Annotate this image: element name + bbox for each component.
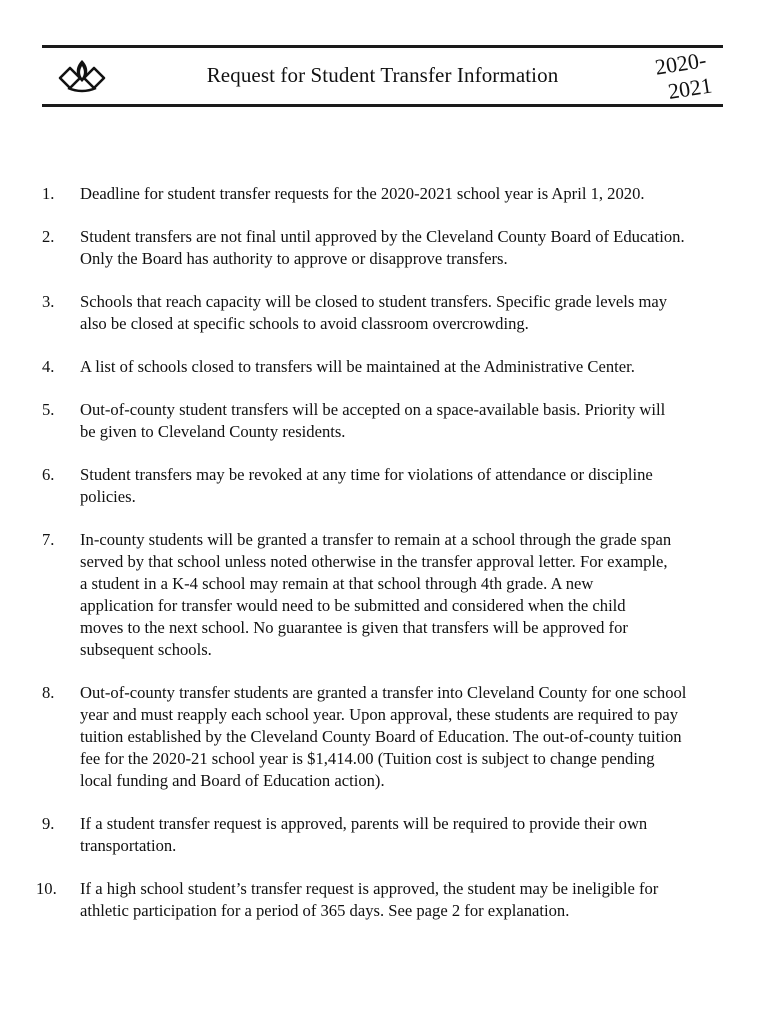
transfer-rules-list xyxy=(36,183,732,943)
list-item-text-line: moves to the next school. No guarantee is given that transfers will be approved for xyxy=(80,618,628,637)
document-header xyxy=(42,45,723,107)
list-item-text-line: athletic participation for a period of 365 days. See page 2 for explanation. xyxy=(80,901,570,920)
list-item xyxy=(42,183,732,205)
list-item-text-line: be given to Cleveland County residents. xyxy=(80,422,346,441)
list-item-number: 5. xyxy=(42,400,55,419)
list-item-text-line: tuition established by the Cleveland County Board of Education. The out-of-county tuition xyxy=(80,727,682,746)
list-item-text-line: fee for the 2020-21 school year is $1,414.00 (Tuition cost is subject to change pending xyxy=(80,749,655,768)
list-item-number: 7. xyxy=(42,530,55,549)
list-item-text-line: Out-of-county transfer students are granted a transfer into Cleveland County for one school xyxy=(80,683,687,702)
list-item xyxy=(36,878,732,922)
list-item xyxy=(42,226,732,270)
list-item-number: 4. xyxy=(42,357,55,376)
list-item-text-line: If a student transfer request is approved, parents will be required to provide their own xyxy=(80,814,648,833)
list-item-text-line: Only the Board has authority to approve or disapprove transfers. xyxy=(80,249,508,268)
list-item xyxy=(42,356,732,378)
list-item-text-line: local funding and Board of Education action). xyxy=(80,771,385,790)
list-item-text-line: a student in a K-4 school may remain at that school through 4th grade. A new xyxy=(80,574,594,593)
list-item-number: 6. xyxy=(42,465,55,484)
list-item xyxy=(42,464,732,508)
list-item-text-line: served by that school unless noted otherwise in the transfer approval letter. For example, xyxy=(80,552,668,571)
list-item-text-line: Student transfers may be revoked at any time for violations of attendance or discipline xyxy=(80,465,653,484)
list-item-text-line: transportation. xyxy=(80,836,177,855)
year-line-2: 2021 xyxy=(666,72,714,104)
list-item-text-line: If a high school student’s transfer request is approved, the student may be ineligible for xyxy=(80,879,659,898)
list-item xyxy=(42,399,732,443)
list-item-text-line: subsequent schools. xyxy=(80,640,212,659)
list-item-text-line: A list of schools closed to transfers will be maintained at the Administrative Center. xyxy=(80,357,635,376)
list-item-number: 3. xyxy=(42,292,55,311)
list-item-text-line: year and must reapply each school year. Upon approval, these students are required to pay xyxy=(80,705,679,724)
list-item-text-line: also be closed at specific schools to avoid classroom overcrowding. xyxy=(80,314,529,333)
year-line-1: 2020- xyxy=(653,46,708,80)
list-item-number: 2. xyxy=(42,227,55,246)
list-item xyxy=(42,291,732,335)
list-item-number: 9. xyxy=(42,814,55,833)
list-item-text-line: application for transfer would need to be submitted and considered when the child xyxy=(80,596,626,615)
list-item-text-line: Student transfers are not final until approved by the Cleveland County Board of Education. xyxy=(80,227,685,246)
list-item-number: 1. xyxy=(42,184,55,203)
list-item-text-line: Out-of-county student transfers will be accepted on a space-available basis. Priority will xyxy=(80,400,666,419)
list-item xyxy=(42,529,732,661)
list-item xyxy=(42,813,732,857)
school-year-label xyxy=(653,46,720,107)
list-item-text-line: In-county students will be granted a transfer to remain at a school through the grade span xyxy=(80,530,672,549)
list-item-text-line: Deadline for student transfer requests for the 2020-2021 school year is April 1, 2020. xyxy=(80,184,645,203)
list-item-number: 10. xyxy=(36,879,57,898)
list-item-number: 8. xyxy=(42,683,55,702)
list-item-text-line: policies. xyxy=(80,487,136,506)
page-title: Request for Student Transfer Information xyxy=(206,63,559,87)
list-item-text-line: Schools that reach capacity will be closed to student transfers. Specific grade levels may xyxy=(80,292,668,311)
list-item xyxy=(42,682,732,792)
